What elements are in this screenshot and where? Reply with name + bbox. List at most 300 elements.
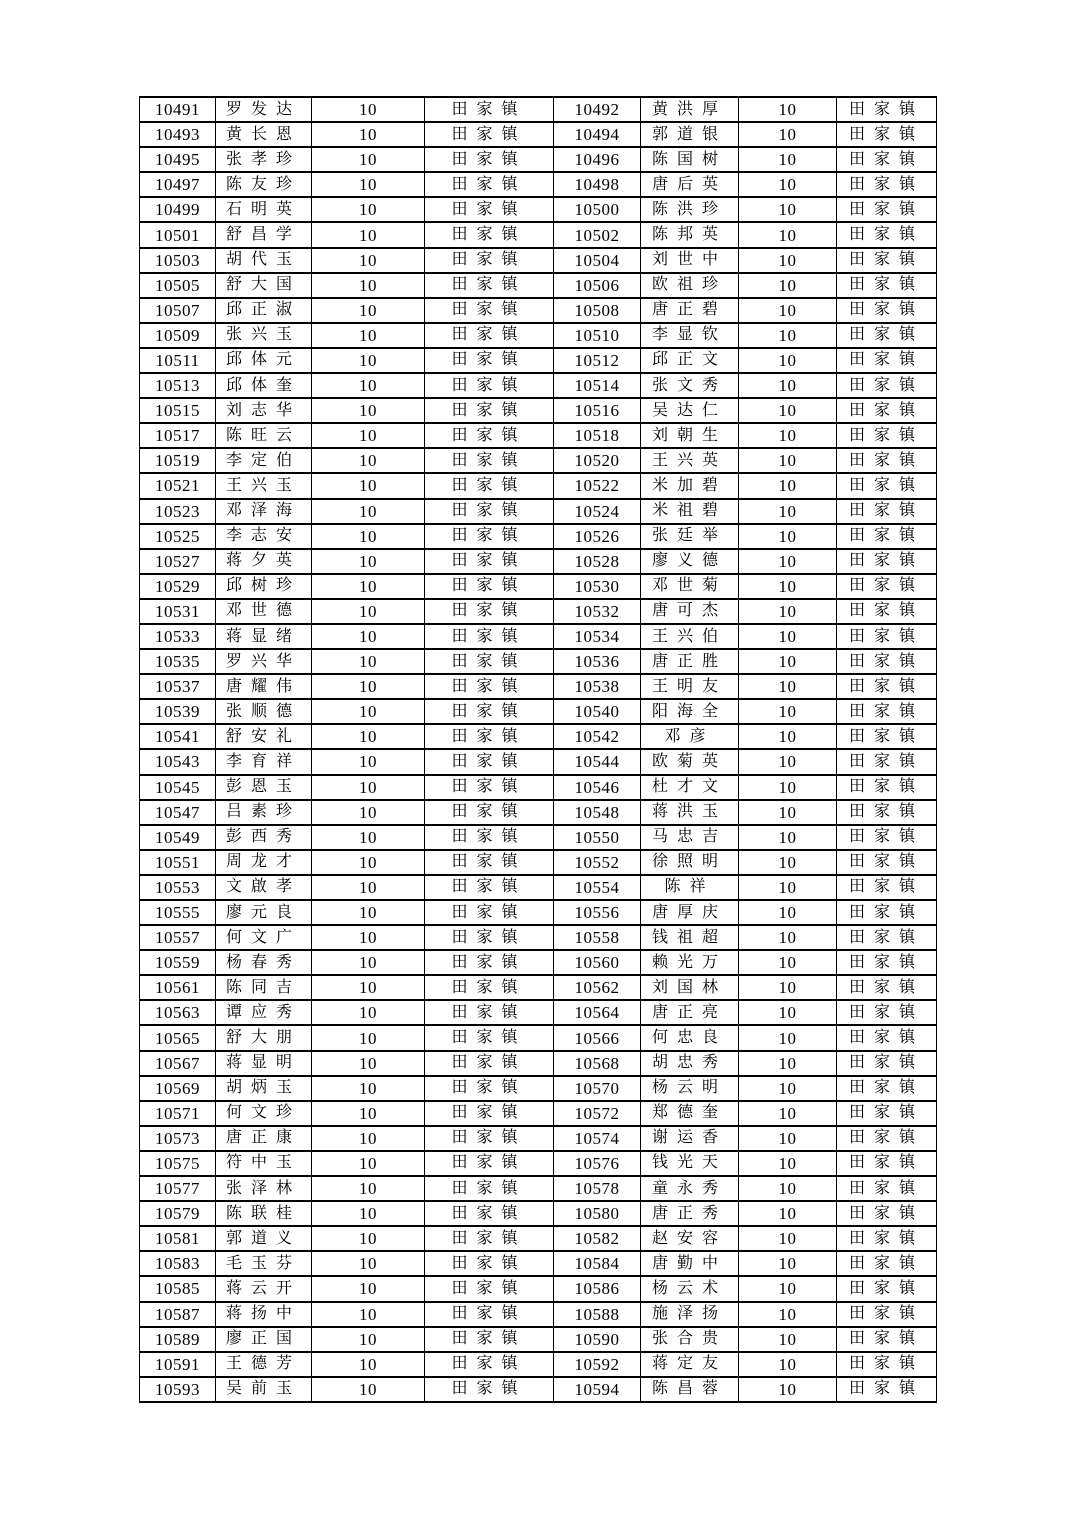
cell-amount: 10 <box>739 222 837 247</box>
cell-town: 田家镇 <box>425 222 554 247</box>
cell-amount: 10 <box>312 273 425 298</box>
cell-id: 10528 <box>554 549 641 574</box>
cell-name: 陈洪珍 <box>641 197 739 222</box>
cell-town: 田家镇 <box>425 549 554 574</box>
table-row <box>140 674 937 699</box>
cell-amount: 10 <box>312 473 425 498</box>
cell-amount: 10 <box>739 549 837 574</box>
cell-id: 10568 <box>554 1051 641 1076</box>
cell-town: 田家镇 <box>837 524 937 549</box>
cell-amount: 10 <box>739 97 837 122</box>
cell-amount: 10 <box>739 172 837 197</box>
cell-town: 田家镇 <box>425 775 554 800</box>
cell-name: 吕素珍 <box>216 800 312 825</box>
cell-town: 田家镇 <box>425 1352 554 1377</box>
cell-name: 罗发达 <box>216 97 312 122</box>
cell-town: 田家镇 <box>837 1352 937 1377</box>
table-row <box>140 925 937 950</box>
cell-id: 10576 <box>554 1151 641 1176</box>
cell-id: 10579 <box>140 1201 216 1226</box>
table-row <box>140 574 937 599</box>
cell-id: 10543 <box>140 749 216 774</box>
cell-id: 10498 <box>554 172 641 197</box>
cell-town: 田家镇 <box>837 1051 937 1076</box>
cell-name: 张文秀 <box>641 373 739 398</box>
cell-amount: 10 <box>739 800 837 825</box>
table-row <box>140 273 937 298</box>
cell-name: 蒋显绪 <box>216 624 312 649</box>
cell-name: 欧祖珍 <box>641 273 739 298</box>
cell-id: 10527 <box>140 549 216 574</box>
cell-amount: 10 <box>312 1101 425 1126</box>
cell-id: 10537 <box>140 674 216 699</box>
cell-amount: 10 <box>739 674 837 699</box>
cell-id: 10523 <box>140 499 216 524</box>
cell-amount: 10 <box>739 1051 837 1076</box>
table-row <box>140 423 937 448</box>
cell-name: 王兴英 <box>641 448 739 473</box>
cell-amount: 10 <box>739 273 837 298</box>
cell-amount: 10 <box>739 850 837 875</box>
cell-amount: 10 <box>312 1327 425 1352</box>
cell-amount: 10 <box>312 423 425 448</box>
cell-amount: 10 <box>312 1226 425 1251</box>
cell-amount: 10 <box>739 1377 837 1402</box>
cell-town: 田家镇 <box>425 1302 554 1327</box>
cell-town: 田家镇 <box>425 1201 554 1226</box>
cell-name: 邱正文 <box>641 348 739 373</box>
cell-name: 唐厚庆 <box>641 900 739 925</box>
cell-town: 田家镇 <box>837 97 937 122</box>
cell-town: 田家镇 <box>425 674 554 699</box>
table-row <box>140 172 937 197</box>
cell-id: 10547 <box>140 800 216 825</box>
cell-town: 田家镇 <box>425 473 554 498</box>
cell-town: 田家镇 <box>425 724 554 749</box>
cell-amount: 10 <box>312 1000 425 1025</box>
table-row <box>140 499 937 524</box>
cell-id: 10503 <box>140 248 216 273</box>
cell-id: 10532 <box>554 599 641 624</box>
cell-town: 田家镇 <box>425 1226 554 1251</box>
cell-town: 田家镇 <box>837 323 937 348</box>
cell-id: 10593 <box>140 1377 216 1402</box>
cell-id: 10506 <box>554 273 641 298</box>
table-row <box>140 775 937 800</box>
cell-town: 田家镇 <box>837 1302 937 1327</box>
cell-id: 10534 <box>554 624 641 649</box>
table-row <box>140 1251 937 1276</box>
cell-name: 赵安容 <box>641 1226 739 1251</box>
cell-amount: 10 <box>739 925 837 950</box>
cell-id: 10584 <box>554 1251 641 1276</box>
cell-id: 10542 <box>554 724 641 749</box>
cell-amount: 10 <box>312 373 425 398</box>
cell-id: 10554 <box>554 875 641 900</box>
cell-town: 田家镇 <box>425 147 554 172</box>
cell-town: 田家镇 <box>837 1176 937 1201</box>
cell-id: 10544 <box>554 749 641 774</box>
cell-amount: 10 <box>312 925 425 950</box>
cell-name: 谭应秀 <box>216 1000 312 1025</box>
cell-id: 10570 <box>554 1076 641 1101</box>
cell-name: 邓世德 <box>216 599 312 624</box>
cell-town: 田家镇 <box>837 147 937 172</box>
cell-amount: 10 <box>312 1276 425 1301</box>
cell-name: 邱正淑 <box>216 298 312 323</box>
cell-amount: 10 <box>312 825 425 850</box>
cell-town: 田家镇 <box>425 699 554 724</box>
cell-town: 田家镇 <box>425 423 554 448</box>
table-row <box>140 599 937 624</box>
cell-id: 10560 <box>554 950 641 975</box>
cell-town: 田家镇 <box>425 900 554 925</box>
cell-id: 10551 <box>140 850 216 875</box>
table-row <box>140 1201 937 1226</box>
cell-amount: 10 <box>312 499 425 524</box>
cell-amount: 10 <box>739 348 837 373</box>
cell-name: 施泽扬 <box>641 1302 739 1327</box>
cell-id: 10512 <box>554 348 641 373</box>
cell-amount: 10 <box>739 323 837 348</box>
cell-id: 10553 <box>140 875 216 900</box>
cell-id: 10575 <box>140 1151 216 1176</box>
cell-amount: 10 <box>739 950 837 975</box>
cell-name: 唐后英 <box>641 172 739 197</box>
cell-town: 田家镇 <box>425 1000 554 1025</box>
cell-amount: 10 <box>739 900 837 925</box>
cell-town: 田家镇 <box>425 448 554 473</box>
cell-name: 邱树珍 <box>216 574 312 599</box>
cell-name: 赖光万 <box>641 950 739 975</box>
cell-name: 王明友 <box>641 674 739 699</box>
cell-amount: 10 <box>739 624 837 649</box>
cell-town: 田家镇 <box>837 925 937 950</box>
cell-town: 田家镇 <box>425 574 554 599</box>
cell-amount: 10 <box>739 724 837 749</box>
cell-id: 10555 <box>140 900 216 925</box>
cell-name: 周龙才 <box>216 850 312 875</box>
cell-id: 10585 <box>140 1276 216 1301</box>
cell-id: 10495 <box>140 147 216 172</box>
cell-name: 欧菊英 <box>641 749 739 774</box>
cell-town: 田家镇 <box>837 298 937 323</box>
cell-name: 舒昌学 <box>216 222 312 247</box>
cell-name: 陈邦英 <box>641 222 739 247</box>
cell-town: 田家镇 <box>837 699 937 724</box>
cell-id: 10561 <box>140 975 216 1000</box>
cell-amount: 10 <box>312 775 425 800</box>
cell-name: 舒安礼 <box>216 724 312 749</box>
cell-name: 王兴伯 <box>641 624 739 649</box>
cell-amount: 10 <box>739 1176 837 1201</box>
cell-id: 10516 <box>554 398 641 423</box>
cell-name: 张兴玉 <box>216 323 312 348</box>
cell-town: 田家镇 <box>837 975 937 1000</box>
cell-name: 唐可杰 <box>641 599 739 624</box>
cell-name: 陈同吉 <box>216 975 312 1000</box>
table-row <box>140 122 937 147</box>
cell-id: 10496 <box>554 147 641 172</box>
cell-name: 郑德奎 <box>641 1101 739 1126</box>
table-row <box>140 850 937 875</box>
cell-name: 石明英 <box>216 197 312 222</box>
cell-name: 陈国树 <box>641 147 739 172</box>
cell-name: 唐正康 <box>216 1126 312 1151</box>
cell-town: 田家镇 <box>837 825 937 850</box>
cell-town: 田家镇 <box>425 749 554 774</box>
table-row <box>140 248 937 273</box>
cell-name: 刘世中 <box>641 248 739 273</box>
cell-id: 10533 <box>140 624 216 649</box>
cell-amount: 10 <box>312 549 425 574</box>
cell-amount: 10 <box>739 775 837 800</box>
cell-name: 邱体奎 <box>216 373 312 398</box>
cell-town: 田家镇 <box>837 222 937 247</box>
cell-town: 田家镇 <box>837 674 937 699</box>
cell-amount: 10 <box>739 1151 837 1176</box>
cell-town: 田家镇 <box>425 624 554 649</box>
table-row <box>140 900 937 925</box>
cell-town: 田家镇 <box>425 1051 554 1076</box>
cell-name: 郭道银 <box>641 122 739 147</box>
cell-amount: 10 <box>312 599 425 624</box>
cell-id: 10590 <box>554 1327 641 1352</box>
cell-town: 田家镇 <box>837 1025 937 1050</box>
cell-town: 田家镇 <box>837 1101 937 1126</box>
cell-town: 田家镇 <box>837 1126 937 1151</box>
cell-town: 田家镇 <box>425 122 554 147</box>
cell-town: 田家镇 <box>837 448 937 473</box>
cell-name: 李显钦 <box>641 323 739 348</box>
cell-name: 童永秀 <box>641 1176 739 1201</box>
table-row <box>140 1101 937 1126</box>
cell-name: 唐正碧 <box>641 298 739 323</box>
cell-id: 10577 <box>140 1176 216 1201</box>
cell-amount: 10 <box>312 1302 425 1327</box>
cell-amount: 10 <box>312 1076 425 1101</box>
cell-id: 10572 <box>554 1101 641 1126</box>
cell-town: 田家镇 <box>837 172 937 197</box>
cell-id: 10591 <box>140 1352 216 1377</box>
cell-id: 10548 <box>554 800 641 825</box>
cell-town: 田家镇 <box>425 649 554 674</box>
cell-town: 田家镇 <box>425 800 554 825</box>
table-row <box>140 1051 937 1076</box>
cell-id: 10491 <box>140 97 216 122</box>
cell-name: 何文广 <box>216 925 312 950</box>
cell-town: 田家镇 <box>837 574 937 599</box>
table-row <box>140 1000 937 1025</box>
cell-id: 10529 <box>140 574 216 599</box>
cell-town: 田家镇 <box>837 775 937 800</box>
cell-town: 田家镇 <box>425 348 554 373</box>
cell-amount: 10 <box>312 1352 425 1377</box>
cell-id: 10540 <box>554 699 641 724</box>
cell-id: 10536 <box>554 649 641 674</box>
cell-id: 10511 <box>140 348 216 373</box>
cell-name: 米祖碧 <box>641 499 739 524</box>
cell-name: 邱体元 <box>216 348 312 373</box>
cell-id: 10558 <box>554 925 641 950</box>
cell-amount: 10 <box>312 1151 425 1176</box>
cell-amount: 10 <box>739 1076 837 1101</box>
cell-town: 田家镇 <box>837 348 937 373</box>
cell-name: 胡代玉 <box>216 248 312 273</box>
table-row <box>140 749 937 774</box>
cell-amount: 10 <box>312 1251 425 1276</box>
cell-town: 田家镇 <box>837 549 937 574</box>
cell-town: 田家镇 <box>425 975 554 1000</box>
cell-town: 田家镇 <box>425 298 554 323</box>
cell-id: 10556 <box>554 900 641 925</box>
cell-id: 10566 <box>554 1025 641 1050</box>
table-row <box>140 473 937 498</box>
cell-amount: 10 <box>312 197 425 222</box>
cell-name: 唐正胜 <box>641 649 739 674</box>
table-row <box>140 147 937 172</box>
cell-town: 田家镇 <box>837 1327 937 1352</box>
cell-town: 田家镇 <box>425 172 554 197</box>
cell-id: 10510 <box>554 323 641 348</box>
cell-town: 田家镇 <box>837 1251 937 1276</box>
cell-name: 舒大国 <box>216 273 312 298</box>
cell-id: 10492 <box>554 97 641 122</box>
cell-name: 徐照明 <box>641 850 739 875</box>
cell-name: 胡忠秀 <box>641 1051 739 1076</box>
cell-id: 10550 <box>554 825 641 850</box>
cell-id: 10500 <box>554 197 641 222</box>
cell-name: 王兴玉 <box>216 473 312 498</box>
table-row <box>140 323 937 348</box>
cell-town: 田家镇 <box>425 499 554 524</box>
cell-id: 10501 <box>140 222 216 247</box>
cell-amount: 10 <box>739 1025 837 1050</box>
cell-amount: 10 <box>739 1302 837 1327</box>
cell-town: 田家镇 <box>425 850 554 875</box>
cell-town: 田家镇 <box>837 900 937 925</box>
table-row <box>140 1176 937 1201</box>
cell-amount: 10 <box>739 1226 837 1251</box>
cell-id: 10552 <box>554 850 641 875</box>
cell-amount: 10 <box>312 724 425 749</box>
cell-name: 钱光天 <box>641 1151 739 1176</box>
cell-name: 廖义德 <box>641 549 739 574</box>
table-row <box>140 1302 937 1327</box>
cell-amount: 10 <box>739 749 837 774</box>
cell-town: 田家镇 <box>425 1176 554 1201</box>
cell-id: 10530 <box>554 574 641 599</box>
table-row <box>140 1226 937 1251</box>
table-row <box>140 298 937 323</box>
cell-amount: 10 <box>312 1176 425 1201</box>
table-row <box>140 875 937 900</box>
table-row <box>140 448 937 473</box>
cell-town: 田家镇 <box>837 950 937 975</box>
cell-amount: 10 <box>739 1201 837 1226</box>
cell-town: 田家镇 <box>425 373 554 398</box>
cell-amount: 10 <box>739 1276 837 1301</box>
cell-name: 李定伯 <box>216 448 312 473</box>
table-row <box>140 1377 937 1402</box>
cell-town: 田家镇 <box>425 524 554 549</box>
cell-id: 10545 <box>140 775 216 800</box>
cell-id: 10514 <box>554 373 641 398</box>
cell-name: 蒋定友 <box>641 1352 739 1377</box>
cell-amount: 10 <box>739 574 837 599</box>
cell-amount: 10 <box>312 649 425 674</box>
cell-amount: 10 <box>312 624 425 649</box>
cell-town: 田家镇 <box>425 1101 554 1126</box>
cell-name: 蒋扬中 <box>216 1302 312 1327</box>
cell-town: 田家镇 <box>837 649 937 674</box>
cell-name: 陈友珍 <box>216 172 312 197</box>
cell-amount: 10 <box>312 398 425 423</box>
cell-name: 何忠良 <box>641 1025 739 1050</box>
cell-name: 马忠吉 <box>641 825 739 850</box>
cell-name: 何文珍 <box>216 1101 312 1126</box>
cell-id: 10493 <box>140 122 216 147</box>
cell-name: 舒大朋 <box>216 1025 312 1050</box>
cell-town: 田家镇 <box>425 1126 554 1151</box>
cell-town: 田家镇 <box>425 197 554 222</box>
cell-id: 10567 <box>140 1051 216 1076</box>
cell-name: 胡炳玉 <box>216 1076 312 1101</box>
cell-id: 10507 <box>140 298 216 323</box>
cell-id: 10589 <box>140 1327 216 1352</box>
cell-id: 10592 <box>554 1352 641 1377</box>
cell-amount: 10 <box>739 1000 837 1025</box>
cell-id: 10494 <box>554 122 641 147</box>
cell-name: 黄长恩 <box>216 122 312 147</box>
cell-name: 蒋夕英 <box>216 549 312 574</box>
cell-id: 10526 <box>554 524 641 549</box>
table-row <box>140 825 937 850</box>
table-row <box>140 398 937 423</box>
cell-id: 10502 <box>554 222 641 247</box>
cell-town: 田家镇 <box>425 1025 554 1050</box>
cell-name: 吴达仁 <box>641 398 739 423</box>
cell-id: 10508 <box>554 298 641 323</box>
cell-name: 王德芳 <box>216 1352 312 1377</box>
cell-name: 符中玉 <box>216 1151 312 1176</box>
cell-amount: 10 <box>312 875 425 900</box>
cell-id: 10535 <box>140 649 216 674</box>
cell-town: 田家镇 <box>837 1076 937 1101</box>
cell-town: 田家镇 <box>425 1251 554 1276</box>
cell-name: 文啟孝 <box>216 875 312 900</box>
cell-town: 田家镇 <box>837 724 937 749</box>
cell-amount: 10 <box>739 122 837 147</box>
cell-name: 张孝珍 <box>216 147 312 172</box>
table-body <box>140 97 937 1402</box>
cell-town: 田家镇 <box>837 499 937 524</box>
cell-name: 刘国林 <box>641 975 739 1000</box>
cell-name: 唐勤中 <box>641 1251 739 1276</box>
cell-amount: 10 <box>312 1126 425 1151</box>
cell-id: 10521 <box>140 473 216 498</box>
cell-town: 田家镇 <box>425 1151 554 1176</box>
cell-amount: 10 <box>739 875 837 900</box>
cell-id: 10538 <box>554 674 641 699</box>
cell-id: 10549 <box>140 825 216 850</box>
table-row <box>140 1025 937 1050</box>
cell-amount: 10 <box>312 448 425 473</box>
cell-amount: 10 <box>739 373 837 398</box>
cell-name: 张廷举 <box>641 524 739 549</box>
cell-town: 田家镇 <box>837 599 937 624</box>
cell-town: 田家镇 <box>837 1377 937 1402</box>
